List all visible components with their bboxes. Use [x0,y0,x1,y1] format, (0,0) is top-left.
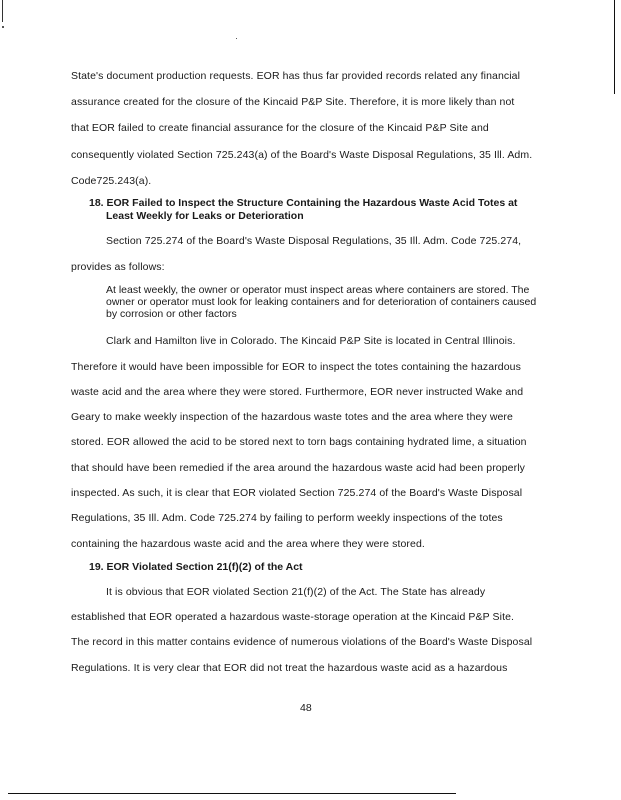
paragraph-1-line: that EOR failed to create financial assurance for the closure of the Kincaid P&P Site and [71,122,489,134]
section-18-heading-cont: Least Weekly for Leaks or Deterioration [106,210,304,222]
paragraph-1-line: Code725.243(a). [71,175,152,187]
paragraph-3-line: Therefore it would have been impossible for EOR to inspect the totes containing the hazardous [71,361,521,373]
scan-edge-bottom [8,793,456,794]
paragraph-3-line: Geary to make weekly inspection of the hazardous waste totes and the area where they were [71,411,513,423]
paragraph-3-line: that should have been remedied if the area around the hazardous waste acid had been properly [71,462,526,474]
block-quote: At least weekly, the owner or operator must inspect areas where containers are stored. The owner or operator must look for leaking containers and for deterioration of containers caused by corrosion or other factors [106,284,537,320]
scan-edge-right [614,0,615,94]
paragraph-1-line: consequently violated Section 725.243(a) of the Board's Waste Disposal Regulations, 35 Ill. Adm. [71,149,533,161]
paragraph-3-line: stored. EOR allowed the acid to be stored next to torn bags containing hydrated lime, a situation [71,436,527,448]
paragraph-4-line: It is obvious that EOR violated Section 21(f)(2) of the Act. The State has already [106,586,486,598]
paragraph-2-line: provides as follows: [71,261,165,273]
paragraph-4-line: established that EOR operated a hazardous waste-storage operation at the Kincaid P&P Site. [71,611,515,623]
section-18-heading: 18. EOR Failed to Inspect the Structure Containing the Hazardous Waste Acid Totes at [89,197,518,209]
scan-edge-left [2,0,3,22]
page-number: 48 [300,702,312,714]
paragraph-1-line: assurance created for the closure of the Kincaid P&P Site. Therefore, it is more likely than not [71,96,515,108]
paragraph-3-line: containing the hazardous waste acid and the area where they were stored. [71,538,425,550]
paragraph-3-line: waste acid and the area where they were stored. Furthermore, EOR never instructed Wake and [71,386,524,398]
paragraph-4-line: The record in this matter contains evidence of numerous violations of the Board's Waste Disposal [71,636,533,648]
scan-speck [236,38,237,39]
paragraph-3-line: Clark and Hamilton live in Colorado. The Kincaid P&P Site is located in Central Illinois. [106,335,516,347]
paragraph-1-line: State's document production requests. EOR has thus far provided records related any financial [71,70,521,82]
section-19-heading: 19. EOR Violated Section 21(f)(2) of the Act [89,561,303,573]
scan-mark [2,26,4,28]
paragraph-3-line: inspected. As such, it is clear that EOR violated Section 725.274 of the Board's Waste Disposal [71,487,523,499]
paragraph-4-line: Regulations. It is very clear that EOR did not treat the hazardous waste acid as a hazardous [71,662,508,674]
paragraph-3-line: Regulations, 35 Ill. Adm. Code 725.274 by failing to perform weekly inspections of the totes [71,512,503,524]
paragraph-2-line: Section 725.274 of the Board's Waste Disposal Regulations, 35 Ill. Adm. Code 725.274, [106,235,522,247]
